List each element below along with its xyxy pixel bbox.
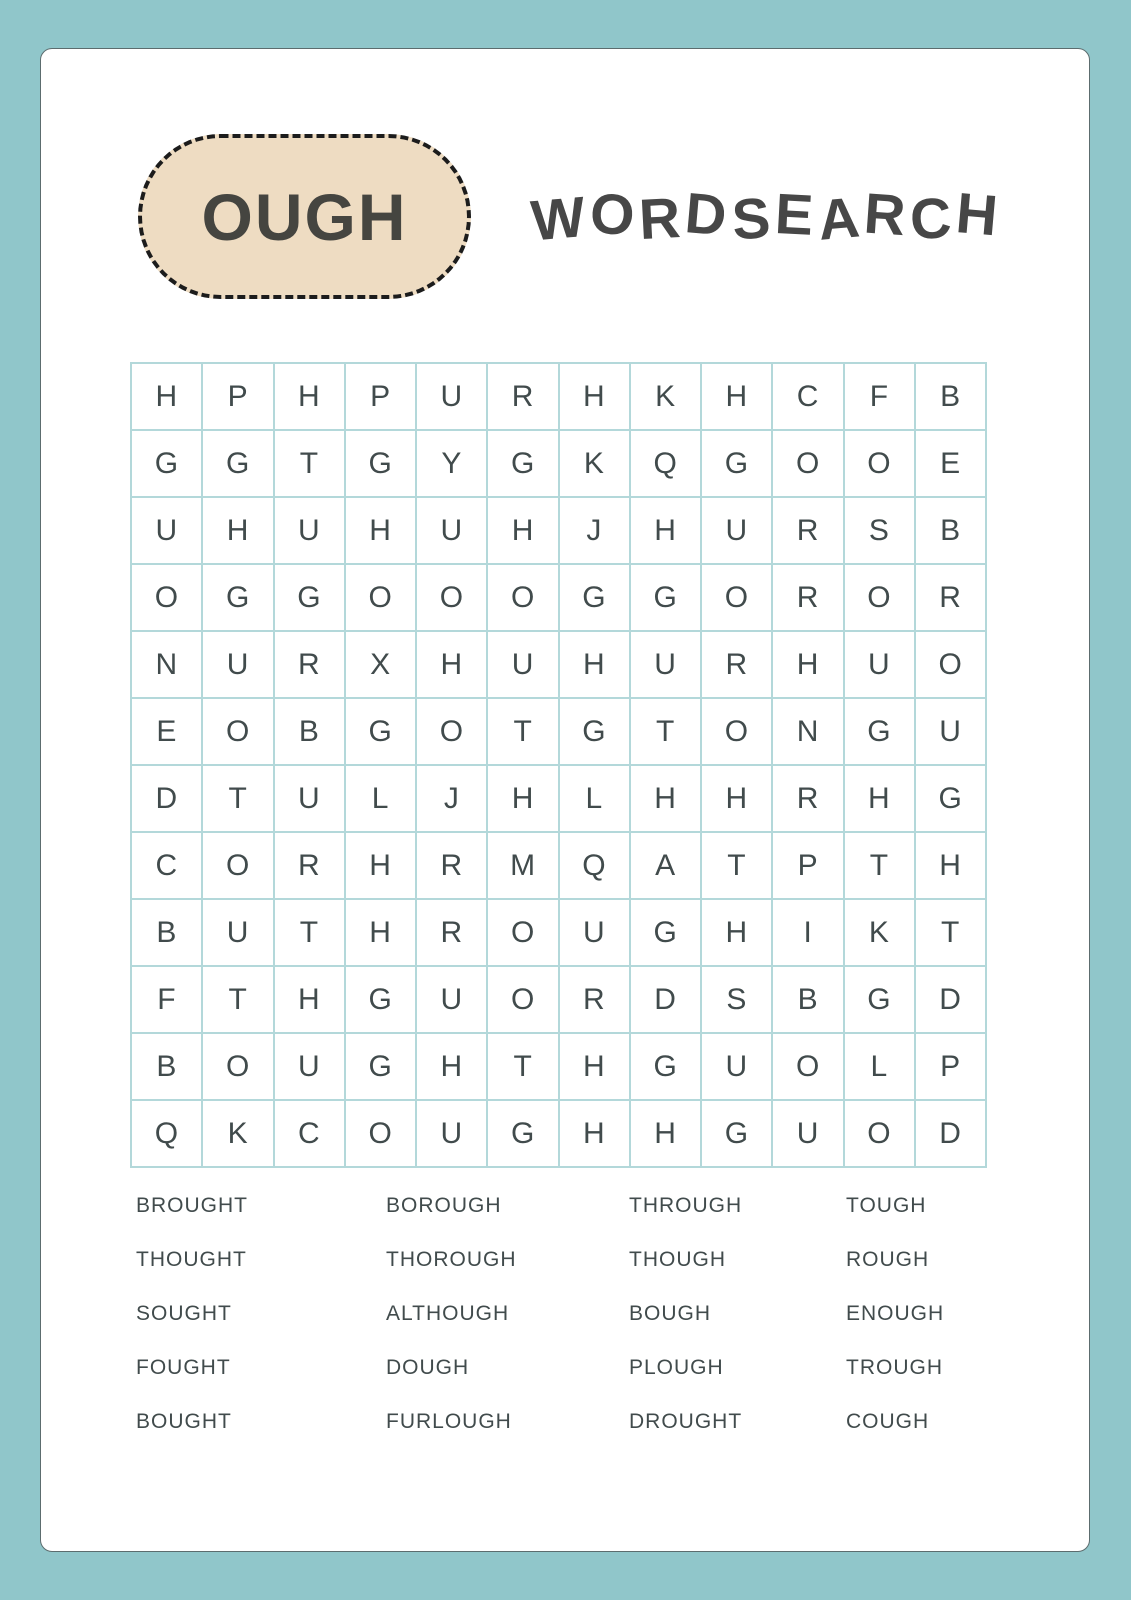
grid-cell[interactable]: O: [132, 565, 203, 632]
grid-cell[interactable]: T: [916, 900, 987, 967]
grid-cell[interactable]: C: [773, 364, 844, 431]
word-column: [386, 1179, 629, 1449]
word-item: BROUGHT: [136, 1194, 248, 1217]
grid-cell[interactable]: D: [631, 967, 702, 1034]
grid-cell[interactable]: H: [417, 1034, 488, 1101]
word-column: [846, 1179, 1016, 1449]
grid-cell[interactable]: H: [346, 498, 417, 565]
grid-cell[interactable]: P: [203, 364, 274, 431]
word-item: TOUGH: [846, 1194, 927, 1217]
grid-cell[interactable]: O: [702, 699, 773, 766]
grid-cell[interactable]: A: [631, 833, 702, 900]
word-item: THOUGHT: [136, 1248, 247, 1271]
grid-cell[interactable]: O: [346, 1101, 417, 1168]
grid-cell[interactable]: G: [346, 1034, 417, 1101]
word-item: SOUGHT: [136, 1302, 232, 1325]
grid-cell[interactable]: U: [417, 1101, 488, 1168]
word-item: COUGH: [846, 1410, 930, 1433]
grid-cell[interactable]: H: [132, 364, 203, 431]
grid-cell[interactable]: T: [203, 967, 274, 1034]
grid-cell[interactable]: R: [702, 632, 773, 699]
grid-cell[interactable]: G: [488, 1101, 559, 1168]
grid-cell[interactable]: B: [275, 699, 346, 766]
grid-cell[interactable]: U: [560, 900, 631, 967]
ough-badge: [138, 134, 471, 299]
grid-cell[interactable]: T: [845, 833, 916, 900]
grid-cell[interactable]: K: [631, 364, 702, 431]
grid-cell[interactable]: C: [132, 833, 203, 900]
grid-cell[interactable]: Y: [417, 431, 488, 498]
word-item: FOUGHT: [136, 1356, 231, 1379]
grid-cell[interactable]: O: [488, 565, 559, 632]
grid-cell[interactable]: S: [845, 498, 916, 565]
letter-grid: [130, 362, 987, 1168]
grid-cell[interactable]: O: [845, 565, 916, 632]
grid-cell[interactable]: G: [702, 1101, 773, 1168]
grid-cell[interactable]: H: [702, 900, 773, 967]
grid-cell[interactable]: I: [773, 900, 844, 967]
grid-cell[interactable]: O: [488, 967, 559, 1034]
grid-cell[interactable]: R: [417, 833, 488, 900]
word-item: BOUGH: [629, 1302, 712, 1325]
grid-cell[interactable]: U: [275, 766, 346, 833]
grid-cell[interactable]: O: [845, 1101, 916, 1168]
grid-cell[interactable]: R: [488, 364, 559, 431]
grid-cell[interactable]: H: [488, 766, 559, 833]
grid-cell[interactable]: K: [203, 1101, 274, 1168]
grid-cell[interactable]: R: [773, 766, 844, 833]
grid-cell[interactable]: U: [773, 1101, 844, 1168]
grid-cell[interactable]: R: [417, 900, 488, 967]
word-item: THROUGH: [629, 1194, 743, 1217]
grid-cell[interactable]: F: [132, 967, 203, 1034]
grid-cell[interactable]: U: [702, 498, 773, 565]
grid-cell[interactable]: O: [203, 699, 274, 766]
grid-cell[interactable]: O: [203, 1034, 274, 1101]
word-column: [629, 1179, 846, 1449]
word-item: THOROUGH: [386, 1248, 517, 1271]
grid-cell[interactable]: K: [560, 431, 631, 498]
grid-cell[interactable]: P: [916, 1034, 987, 1101]
grid-cell[interactable]: R: [560, 967, 631, 1034]
grid-cell[interactable]: S: [702, 967, 773, 1034]
grid-cell[interactable]: T: [275, 900, 346, 967]
grid-cell[interactable]: H: [560, 632, 631, 699]
grid-cell[interactable]: O: [773, 1034, 844, 1101]
word-column: [136, 1179, 386, 1449]
grid-cell[interactable]: H: [275, 967, 346, 1034]
grid-cell[interactable]: G: [631, 900, 702, 967]
word-item: THOUGH: [629, 1248, 726, 1271]
grid-cell[interactable]: G: [631, 1034, 702, 1101]
grid-cell[interactable]: T: [203, 766, 274, 833]
grid-cell[interactable]: O: [845, 431, 916, 498]
grid-cell[interactable]: B: [773, 967, 844, 1034]
grid-cell[interactable]: G: [560, 565, 631, 632]
word-item: FURLOUGH: [386, 1410, 512, 1433]
grid-cell[interactable]: Q: [132, 1101, 203, 1168]
grid-cell[interactable]: L: [845, 1034, 916, 1101]
grid-cell[interactable]: E: [916, 431, 987, 498]
grid-cell[interactable]: B: [132, 900, 203, 967]
word-list: [136, 1179, 1016, 1449]
grid-cell[interactable]: G: [132, 431, 203, 498]
worksheet-card: [40, 48, 1090, 1552]
grid-cell[interactable]: G: [845, 967, 916, 1034]
grid-cell[interactable]: O: [702, 565, 773, 632]
grid-cell[interactable]: G: [845, 699, 916, 766]
grid-cell[interactable]: U: [488, 632, 559, 699]
grid-cell[interactable]: U: [417, 498, 488, 565]
grid-cell[interactable]: C: [275, 1101, 346, 1168]
grid-cell[interactable]: T: [488, 1034, 559, 1101]
grid-cell[interactable]: E: [132, 699, 203, 766]
grid-cell[interactable]: D: [132, 766, 203, 833]
grid-cell[interactable]: U: [916, 699, 987, 766]
word-item: ENOUGH: [846, 1302, 945, 1325]
grid-cell[interactable]: T: [488, 699, 559, 766]
grid-cell[interactable]: G: [203, 565, 274, 632]
grid-cell[interactable]: Q: [631, 431, 702, 498]
grid-cell[interactable]: Q: [560, 833, 631, 900]
grid-cell[interactable]: U: [631, 632, 702, 699]
grid-cell[interactable]: H: [631, 766, 702, 833]
grid-cell[interactable]: G: [346, 967, 417, 1034]
grid-cell[interactable]: H: [417, 632, 488, 699]
grid-cell[interactable]: D: [916, 967, 987, 1034]
grid-cell[interactable]: J: [560, 498, 631, 565]
grid-cell[interactable]: H: [845, 766, 916, 833]
grid-cell[interactable]: M: [488, 833, 559, 900]
grid-cell[interactable]: G: [702, 431, 773, 498]
grid-cell[interactable]: U: [275, 1034, 346, 1101]
grid-cell[interactable]: R: [773, 498, 844, 565]
grid-cell[interactable]: G: [916, 766, 987, 833]
grid-cell[interactable]: H: [275, 364, 346, 431]
grid-cell[interactable]: H: [346, 833, 417, 900]
grid-cell[interactable]: U: [702, 1034, 773, 1101]
grid-cell[interactable]: G: [488, 431, 559, 498]
grid-cell[interactable]: O: [203, 833, 274, 900]
grid-cell[interactable]: D: [916, 1101, 987, 1168]
grid-cell[interactable]: H: [631, 1101, 702, 1168]
grid-cell[interactable]: U: [417, 967, 488, 1034]
grid-cell[interactable]: U: [275, 498, 346, 565]
grid-cell[interactable]: J: [417, 766, 488, 833]
grid-cell[interactable]: G: [275, 565, 346, 632]
grid-cell[interactable]: K: [845, 900, 916, 967]
grid-cell[interactable]: R: [275, 833, 346, 900]
grid-cell[interactable]: L: [346, 766, 417, 833]
word-item: BOUGHT: [136, 1410, 232, 1433]
grid-cell[interactable]: N: [773, 699, 844, 766]
grid-cell[interactable]: U: [845, 632, 916, 699]
grid-cell[interactable]: R: [275, 632, 346, 699]
grid-cell[interactable]: O: [488, 900, 559, 967]
grid-cell[interactable]: O: [417, 699, 488, 766]
grid-cell[interactable]: T: [275, 431, 346, 498]
grid-cell[interactable]: U: [132, 498, 203, 565]
grid-cell[interactable]: O: [773, 431, 844, 498]
grid-cell[interactable]: O: [346, 565, 417, 632]
grid-cell[interactable]: G: [203, 431, 274, 498]
word-item: PLOUGH: [629, 1356, 724, 1379]
grid-cell[interactable]: N: [132, 632, 203, 699]
grid-cell[interactable]: H: [203, 498, 274, 565]
word-item: BOROUGH: [386, 1194, 502, 1217]
grid-cell[interactable]: H: [346, 900, 417, 967]
word-item: DROUGHT: [629, 1410, 743, 1433]
grid-cell[interactable]: H: [488, 498, 559, 565]
grid-cell[interactable]: B: [132, 1034, 203, 1101]
grid-cell[interactable]: F: [845, 364, 916, 431]
grid-cell[interactable]: G: [631, 565, 702, 632]
word-item: TROUGH: [846, 1356, 943, 1379]
grid-cell[interactable]: B: [916, 364, 987, 431]
grid-cell[interactable]: O: [417, 565, 488, 632]
grid-cell[interactable]: B: [916, 498, 987, 565]
grid-cell[interactable]: G: [560, 699, 631, 766]
grid-cell[interactable]: H: [631, 498, 702, 565]
word-item: ALTHOUGH: [386, 1302, 510, 1325]
grid-cell[interactable]: O: [916, 632, 987, 699]
grid-cell[interactable]: P: [346, 364, 417, 431]
grid-cell[interactable]: H: [702, 364, 773, 431]
grid-cell[interactable]: H: [702, 766, 773, 833]
page-title: WORDSEARCH: [528, 180, 1006, 253]
grid-cell[interactable]: P: [773, 833, 844, 900]
word-item: ROUGH: [846, 1248, 930, 1271]
grid-cell[interactable]: T: [631, 699, 702, 766]
ough-badge-label: OUGH: [201, 179, 408, 254]
grid-cell[interactable]: U: [203, 900, 274, 967]
grid-cell[interactable]: H: [560, 1034, 631, 1101]
word-item: DOUGH: [386, 1356, 470, 1379]
grid-cell[interactable]: U: [203, 632, 274, 699]
grid-cell[interactable]: H: [560, 364, 631, 431]
grid-cell[interactable]: H: [916, 833, 987, 900]
grid-cell[interactable]: H: [773, 632, 844, 699]
grid-cell[interactable]: U: [417, 364, 488, 431]
grid-cell[interactable]: X: [346, 632, 417, 699]
header: [138, 134, 1006, 299]
grid-cell[interactable]: G: [346, 699, 417, 766]
grid-cell[interactable]: R: [916, 565, 987, 632]
grid-cell[interactable]: H: [560, 1101, 631, 1168]
grid-cell[interactable]: L: [560, 766, 631, 833]
grid-cell[interactable]: R: [773, 565, 844, 632]
grid-cell[interactable]: T: [702, 833, 773, 900]
grid-cell[interactable]: G: [346, 431, 417, 498]
